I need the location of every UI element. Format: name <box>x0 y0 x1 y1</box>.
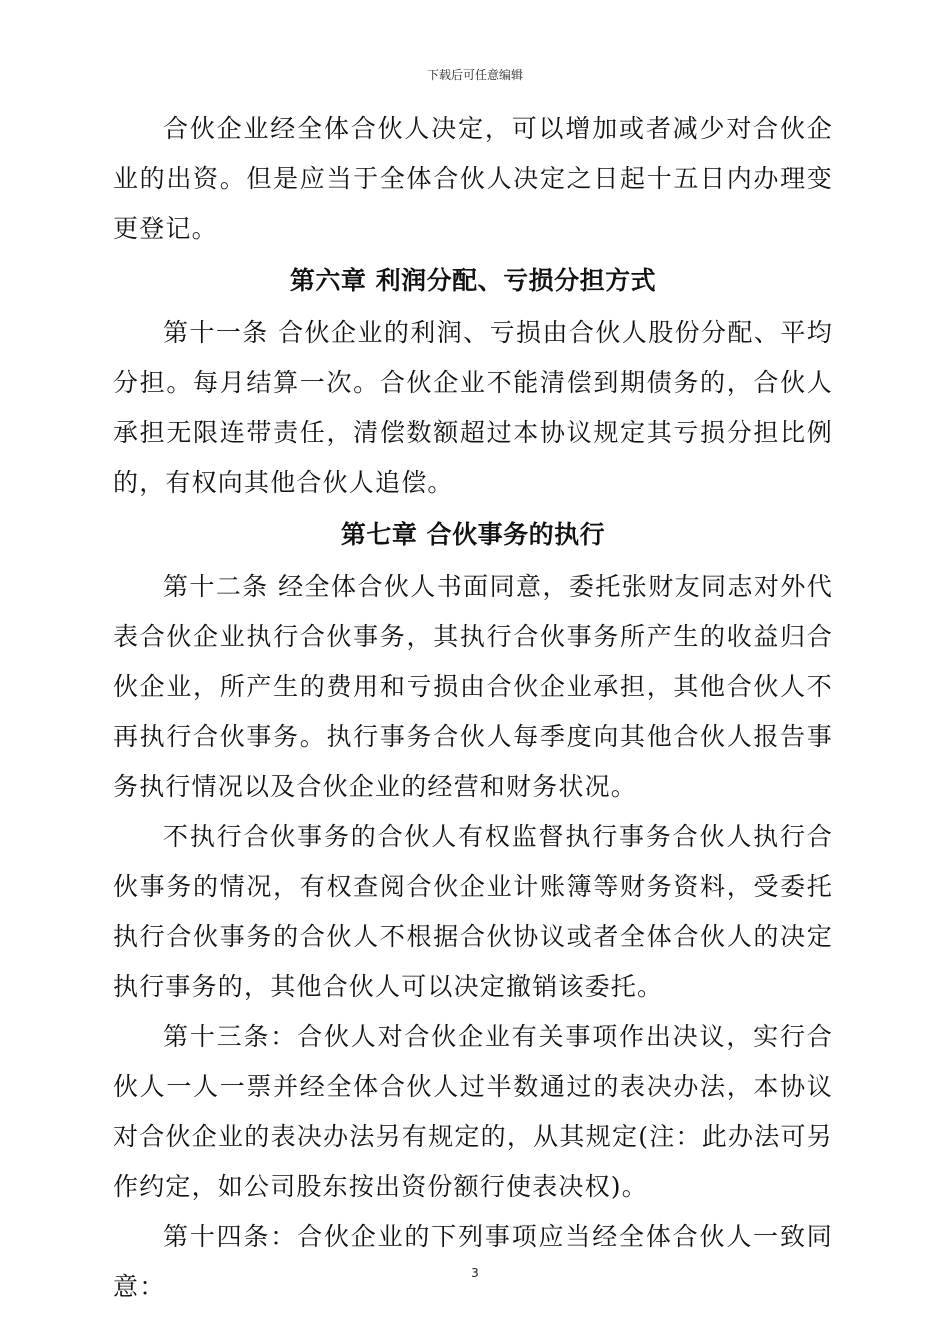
page-header: 下载后可任意编辑 <box>426 68 523 82</box>
paragraph-supervision: 不执行合伙事务的合伙人有权监督执行事务合伙人执行合伙事务的情况，有权查阅合伙企业计账簿等财务资料，受委托执行合伙事务的合伙人不根据合伙协议或者全体合伙人的决定执行事务的，其他合伙人可以决定撤销该委托。 <box>113 822 833 1001</box>
article-thirteen: 第十三条：合伙人对合伙企业有关事项作出决议，实行合伙人一人一票并经全体合伙人过半数通过的表决办法，本协议对合伙企业的表决办法另有规定的，从其规定(注：此办法可另作约定，如公司股东按出资份额行使表决权)。 <box>113 1022 833 1201</box>
article-eleven: 第十一条 合伙企业的利润、亏损由合伙人股份分配、平均分担。每月结算一次。合伙企业不能清偿到期债务的，合伙人承担无限连带责任，清偿数额超过本协议规定其亏损分担比例的，有权向其他合伙人追偿。 <box>113 318 833 497</box>
chapter-seven-heading: 第七章 合伙事务的执行 <box>340 520 606 549</box>
page-number: 3 <box>471 1266 479 1280</box>
paragraph-capital-change: 合伙企业经全体合伙人决定，可以增加或者减少对合伙企业的出资。但是应当于全体合伙人决定之日起十五日内办理变更登记。 <box>113 114 833 243</box>
article-twelve: 第十二条 经全体合伙人书面同意，委托张财友同志对外代表合伙企业执行合伙事务，其执行合伙事务所产生的收益归合伙企业，所产生的费用和亏损由合伙企业承担，其他合伙人不再执行合伙事务。执行事务合伙人每季度向其他合伙人报告事务执行情况以及合伙企业的经营和财务状况。 <box>113 572 833 801</box>
document-body <box>113 104 833 1312</box>
article-fourteen: 第十四条：合伙企业的下列事项应当经全体合伙人一致同意： <box>113 1222 833 1301</box>
chapter-six-heading: 第六章 利润分配、亏损分担方式 <box>289 266 657 295</box>
